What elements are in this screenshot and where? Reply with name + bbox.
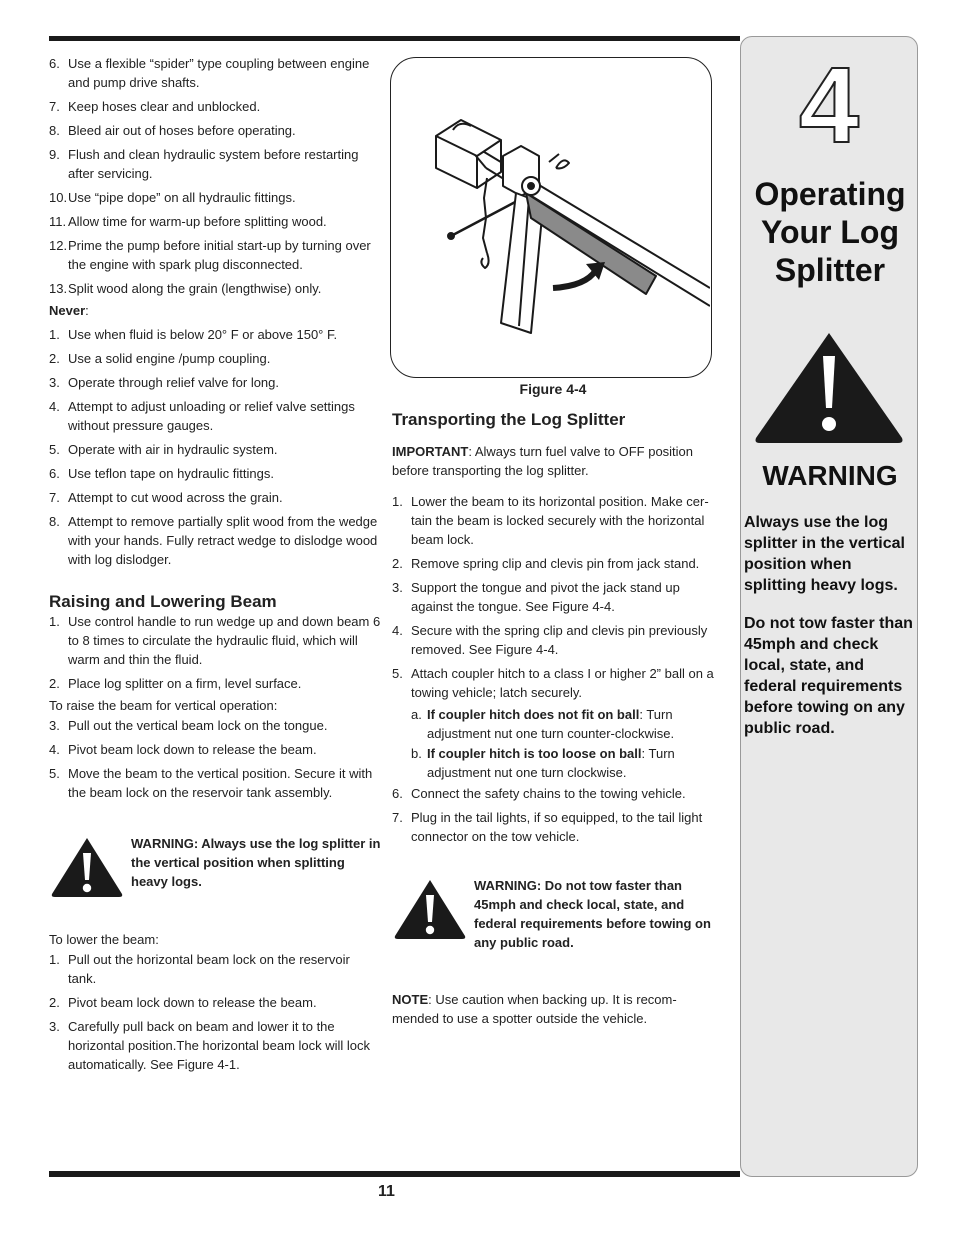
list-text: Connect the safety chains to the towing vehicle. <box>411 786 686 801</box>
list-item <box>49 397 381 435</box>
bottom-rule <box>49 1171 740 1177</box>
list-item <box>49 764 381 802</box>
list-text: Allow time for warm-up before splitting wood. <box>68 214 327 229</box>
list-number: 5. <box>49 766 60 781</box>
list-number: 2. <box>49 676 60 691</box>
list-item <box>49 145 381 183</box>
list-item <box>49 740 381 759</box>
raising-list-b <box>49 716 381 802</box>
list-number: 6. <box>49 466 60 481</box>
raising-list-a <box>49 612 381 693</box>
note-text: : Use caution when backing up. It is recom-mended to use a spotter outside the vehicle. <box>392 992 677 1026</box>
raise-intro: To raise the beam for vertical operation: <box>49 698 278 713</box>
important-label: IMPORTANT <box>392 444 469 459</box>
list-text: Attempt to cut wood across the grain. <box>68 490 283 505</box>
list-item <box>49 212 381 231</box>
list-text: Support the tongue and pivot the jack stand up against the tongue. See Figure 4-4. <box>411 580 680 614</box>
list-number: 6. <box>392 786 403 801</box>
list-text: Use “pipe dope” on all hydraulic fittings. <box>68 190 296 205</box>
warning-triangle-icon <box>753 330 905 446</box>
transport-list-b <box>392 784 714 846</box>
list-number: 7. <box>49 490 60 505</box>
warning-vertical-box <box>49 834 381 900</box>
list-text: Pull out the horizontal beam lock on the reservoir tank. <box>68 952 350 986</box>
list-number: 7. <box>49 99 60 114</box>
list-item <box>49 512 381 569</box>
list-item <box>392 784 714 803</box>
page-number: 11 <box>378 1183 395 1200</box>
list-number: 1. <box>392 494 403 509</box>
list-text: Attempt to adjust unloading or relief valve settings without pressure gauges. <box>68 399 355 433</box>
list-item <box>49 373 381 392</box>
note-label: NOTE <box>392 992 429 1007</box>
list-item <box>49 488 381 507</box>
sidebar-warning-p2: Do not tow faster than 45mph and check local, state, and federal requirements before towing on any public road. <box>744 615 913 737</box>
sidebar-warning-text <box>744 512 916 756</box>
list-text: Pivot beam lock down to release the beam. <box>68 995 317 1010</box>
warning-vertical-text: WARNING: Always use the log splitter in the vertical position when splitting heavy logs. <box>131 836 381 889</box>
list-number: 8. <box>49 514 60 529</box>
list-number: 4. <box>392 623 403 638</box>
coupler-sublist <box>392 705 714 782</box>
list-text: : Turn adjustment nut one turn counter-clockwise. <box>427 707 675 741</box>
list-number: 1. <box>49 327 60 342</box>
note-paragraph <box>392 990 714 1028</box>
list-text: Split wood along the grain (lengthwise) only. <box>68 281 322 296</box>
list-text: Place log splitter on a firm, level surface. <box>68 676 302 691</box>
list-number: 11. <box>49 214 67 229</box>
warning-towing-text: WARNING: Do not tow faster than 45mph and check local, state, and federal requirements before towing on any public road. <box>474 878 711 950</box>
left-column <box>49 54 381 1079</box>
maintenance-list <box>49 54 381 298</box>
list-text: Secure with the spring clip and clevis pin previously removed. See Figure 4-4. <box>411 623 708 657</box>
list-text: Keep hoses clear and unblocked. <box>68 99 261 114</box>
list-item <box>49 716 381 735</box>
list-text: Pull out the vertical beam lock on the tongue. <box>68 718 328 733</box>
chapter-title: Operating Your Log Splitter <box>754 176 906 288</box>
list-text: Pivot beam lock down to release the beam. <box>68 742 317 757</box>
list-item <box>392 554 714 573</box>
list-item <box>49 440 381 459</box>
list-number: 5. <box>392 666 403 681</box>
right-column <box>392 410 714 1033</box>
list-text: Use a solid engine /pump coupling. <box>68 351 271 366</box>
list-number: 2. <box>392 556 403 571</box>
list-item <box>392 808 714 846</box>
never-list <box>49 325 381 569</box>
list-number: 2. <box>49 995 60 1010</box>
list-text: Prime the pump before initial start-up by turning over the engine with spark plug disconnected. <box>68 238 371 272</box>
list-number: 2. <box>49 351 60 366</box>
list-number: 12. <box>49 238 68 253</box>
list-item <box>49 950 381 988</box>
list-item <box>392 492 714 549</box>
list-number: 4. <box>49 399 60 414</box>
figure-caption: Figure 4-4 <box>519 381 587 397</box>
sidebar-warning-heading: WARNING <box>762 460 898 491</box>
lowering-list <box>49 950 381 1074</box>
list-number: 7. <box>392 810 403 825</box>
list-item-bold: If coupler hitch does not fit on ball <box>427 707 640 722</box>
list-item <box>49 188 381 207</box>
list-text: Flush and clean hydraulic system before restarting after servicing. <box>68 147 359 181</box>
list-text: Operate through relief valve for long. <box>68 375 280 390</box>
important-paragraph <box>392 442 714 480</box>
list-item <box>49 612 381 669</box>
list-item <box>49 993 381 1012</box>
list-number: 3. <box>49 718 60 733</box>
list-item <box>49 121 381 140</box>
list-text: Use control handle to run wedge up and down beam 6 to 8 times to circulate the hydraulic fluid, which will warm and thin the fluid. <box>68 614 381 667</box>
list-item <box>49 464 381 483</box>
list-number: 1. <box>49 952 60 967</box>
list-text: Move the beam to the vertical position. Secure it with the beam lock on the reservoir tank assembly. <box>68 766 373 800</box>
list-item <box>392 578 714 616</box>
never-label: Never <box>49 303 86 318</box>
top-rule <box>49 36 740 41</box>
list-item <box>49 1017 381 1074</box>
list-item <box>49 236 381 274</box>
list-text: Lower the beam to its horizontal position. Make cer-tain the beam is locked securely with the horizontal beam lock. <box>411 494 709 547</box>
list-number: 1. <box>49 614 60 629</box>
list-item <box>392 664 714 702</box>
list-number: 6. <box>49 56 60 71</box>
list-item <box>49 97 381 116</box>
list-item <box>392 744 714 782</box>
list-text: Operate with air in hydraulic system. <box>68 442 278 457</box>
list-item <box>49 325 381 344</box>
log-splitter-jack-stand-illustration <box>391 58 710 376</box>
list-text: Attach coupler hitch to a class I or higher 2” ball on a towing vehicle; latch securely. <box>411 666 714 700</box>
list-text: Bleed air out of hoses before operating. <box>68 123 296 138</box>
list-item <box>49 279 381 298</box>
list-item <box>49 349 381 368</box>
list-number: a. <box>411 707 422 722</box>
transport-list-a <box>392 492 714 702</box>
list-text: : Turn adjustment nut one turn clockwise. <box>427 746 675 780</box>
list-number: 3. <box>49 1019 60 1034</box>
list-number: b. <box>411 746 422 761</box>
list-text: Use a flexible “spider” type coupling between engine and pump drive shafts. <box>68 56 370 90</box>
list-text: Plug in the tail lights, if so equipped, to the tail light connector on the tow vehicle. <box>411 810 703 844</box>
list-number: 10. <box>49 190 68 205</box>
list-number: 13. <box>49 281 68 296</box>
warning-towing-box <box>392 876 714 952</box>
warning-triangle-icon <box>392 876 468 942</box>
sidebar-warning-p1: Always use the log splitter in the vertical position when splitting heavy logs. <box>744 514 905 594</box>
list-number: 3. <box>392 580 403 595</box>
list-number: 8. <box>49 123 60 138</box>
list-item <box>49 674 381 693</box>
chapter-number: 4 <box>798 44 860 165</box>
list-item-bold: If coupler hitch is too loose on ball <box>427 746 642 761</box>
lower-intro: To lower the beam: <box>49 932 159 947</box>
raising-lowering-heading: Raising and Lowering Beam <box>49 592 277 611</box>
list-text: Attempt to remove partially split wood from the wedge with your hands. Fully retract wedge to dislodge wood with log dislodger. <box>68 514 378 567</box>
list-text: Remove spring clip and clevis pin from jack stand. <box>411 556 700 571</box>
list-text: Use when fluid is below 20° F or above 150° F. <box>68 327 338 342</box>
figure-4-4-frame <box>390 57 712 378</box>
warning-triangle-icon <box>49 834 125 900</box>
list-item <box>49 54 381 92</box>
list-number: 4. <box>49 742 60 757</box>
list-item <box>392 621 714 659</box>
transporting-heading: Transporting the Log Splitter <box>392 410 626 429</box>
list-text: Carefully pull back on beam and lower it to the horizontal position.The horizontal beam lock will lock automatically. See Figure 4-1. <box>68 1019 371 1072</box>
list-number: 9. <box>49 147 60 162</box>
list-number: 5. <box>49 442 60 457</box>
list-number: 3. <box>49 375 60 390</box>
list-text: Use teflon tape on hydraulic fittings. <box>68 466 274 481</box>
never-label-line: Never: <box>49 303 89 318</box>
list-item <box>392 705 714 743</box>
important-text: : Always turn fuel valve to OFF position before transporting the log splitter. <box>392 444 694 478</box>
